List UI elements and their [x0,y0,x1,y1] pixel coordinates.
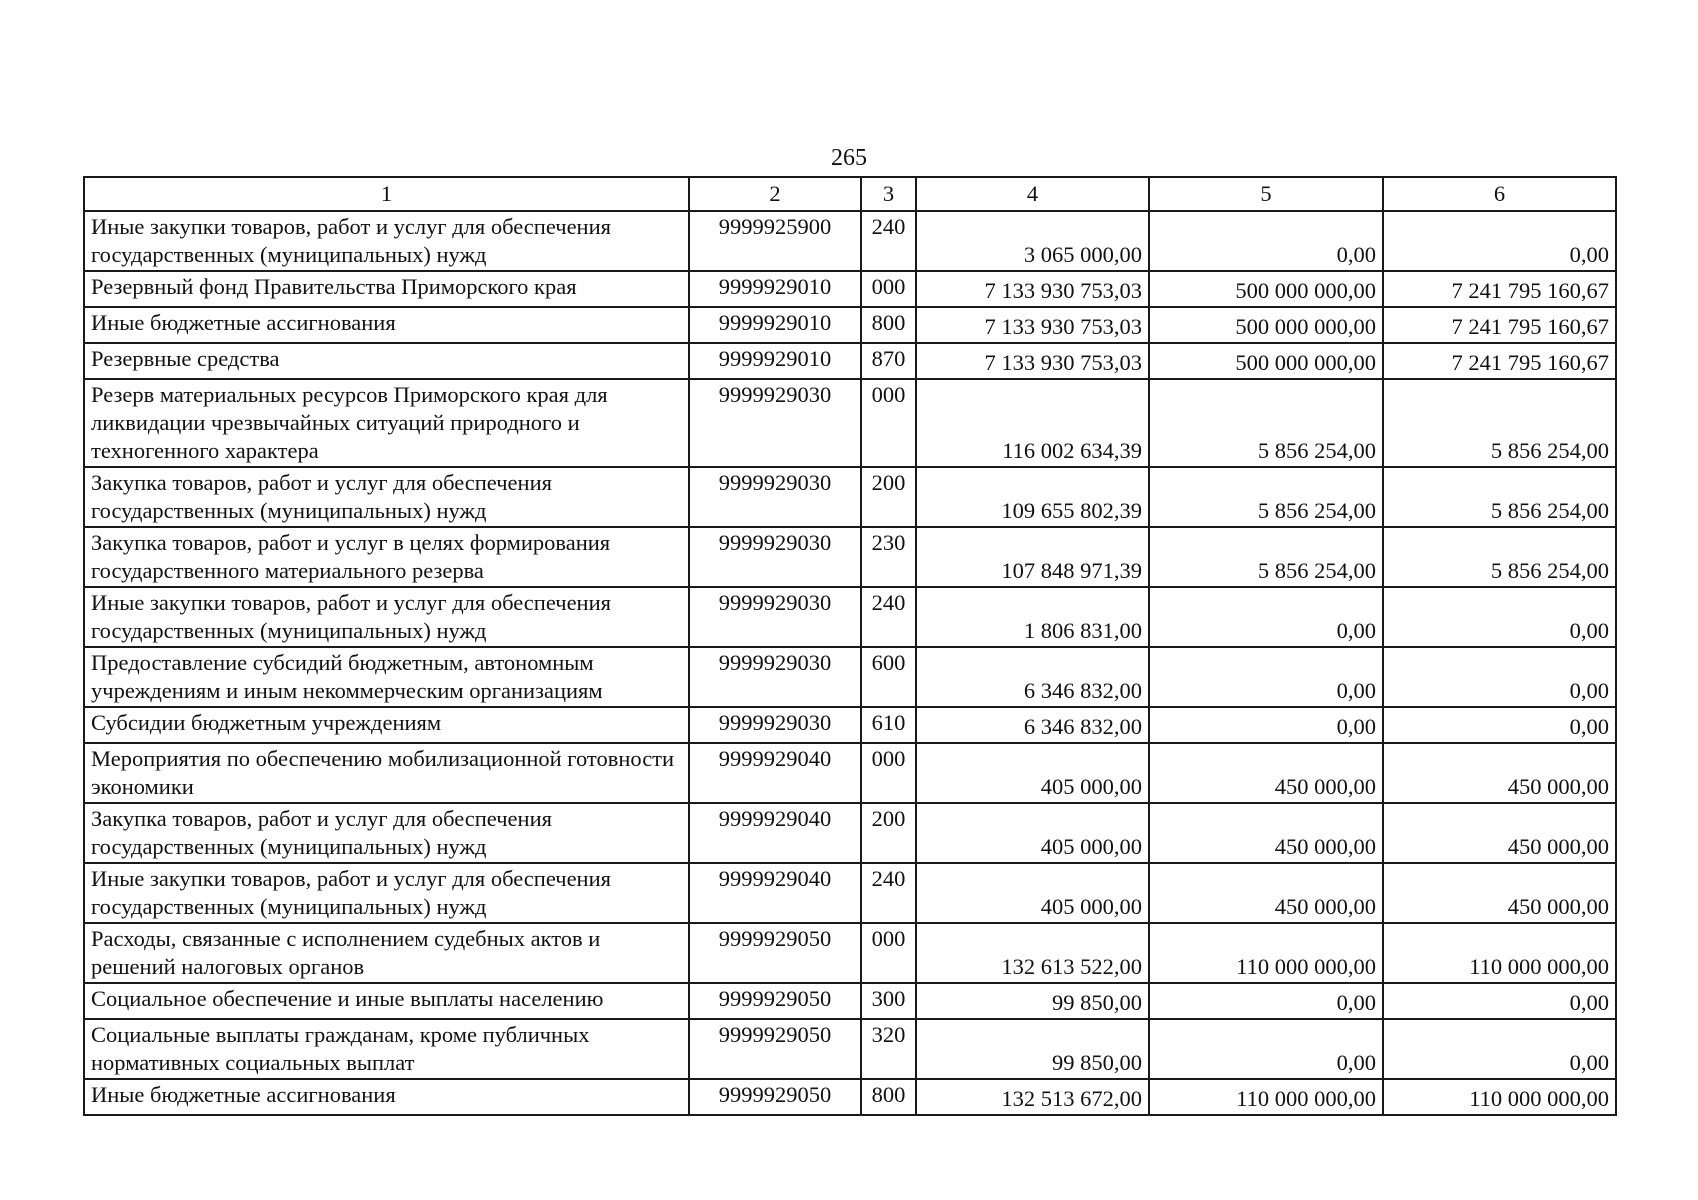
row-value-6: 0,00 [1383,211,1616,271]
table-row [84,379,1616,467]
row-value-5: 500 000 000,00 [1149,343,1383,379]
row-value-5: 110 000 000,00 [1149,1079,1383,1115]
row-name: Мероприятия по обеспечению мобилизационной готовности экономики [84,743,689,803]
row-code: 9999929050 [689,1019,861,1079]
table-row [84,1019,1616,1079]
row-value-4: 116 002 634,39 [916,379,1149,467]
row-value-5: 5 856 254,00 [1149,527,1383,587]
row-type: 240 [861,211,916,271]
row-value-5: 0,00 [1149,707,1383,743]
row-value-5: 5 856 254,00 [1149,379,1383,467]
row-value-4: 99 850,00 [916,1019,1149,1079]
row-code: 9999929050 [689,1079,861,1115]
table-row [84,211,1616,271]
page-number: 265 [831,145,867,171]
row-value-5: 0,00 [1149,1019,1383,1079]
row-code: 9999929050 [689,923,861,983]
row-value-4: 109 655 802,39 [916,467,1149,527]
table-row [84,271,1616,307]
header-col-6: 6 [1383,177,1616,211]
row-name: Закупка товаров, работ и услуг для обеспечения государственных (муниципальных) нужд [84,467,689,527]
row-value-6: 110 000 000,00 [1383,923,1616,983]
row-value-4: 6 346 832,00 [916,707,1149,743]
row-value-5: 450 000,00 [1149,803,1383,863]
row-value-4: 3 065 000,00 [916,211,1149,271]
row-type: 000 [861,271,916,307]
header-col-1: 1 [84,177,689,211]
row-value-5: 450 000,00 [1149,863,1383,923]
row-type: 000 [861,379,916,467]
row-code: 9999925900 [689,211,861,271]
row-name: Резервный фонд Правительства Приморского края [84,271,689,307]
table-row [84,803,1616,863]
row-name: Иные закупки товаров, работ и услуг для обеспечения государственных (муниципальных) нужд [84,863,689,923]
row-type: 240 [861,587,916,647]
row-value-6: 5 856 254,00 [1383,467,1616,527]
row-value-6: 110 000 000,00 [1383,1079,1616,1115]
row-name: Социальные выплаты гражданам, кроме публичных нормативных социальных выплат [84,1019,689,1079]
row-name: Закупка товаров, работ и услуг в целях формирования государственного материального резерва [84,527,689,587]
row-value-6: 7 241 795 160,67 [1383,343,1616,379]
row-value-4: 7 133 930 753,03 [916,343,1149,379]
row-type: 200 [861,803,916,863]
table-row [84,863,1616,923]
row-value-6: 7 241 795 160,67 [1383,307,1616,343]
row-value-4: 7 133 930 753,03 [916,271,1149,307]
row-value-5: 0,00 [1149,211,1383,271]
row-type: 870 [861,343,916,379]
row-value-6: 0,00 [1383,707,1616,743]
header-col-4: 4 [916,177,1149,211]
row-value-6: 5 856 254,00 [1383,527,1616,587]
row-name: Расходы, связанные с исполнением судебных актов и решений налоговых органов [84,923,689,983]
row-value-4: 405 000,00 [916,863,1149,923]
row-type: 600 [861,647,916,707]
header-col-3: 3 [861,177,916,211]
row-value-5: 110 000 000,00 [1149,923,1383,983]
row-type: 300 [861,983,916,1019]
row-code: 9999929040 [689,803,861,863]
row-code: 9999929030 [689,379,861,467]
table-body [84,211,1616,1115]
row-value-6: 0,00 [1383,1019,1616,1079]
row-name: Социальное обеспечение и иные выплаты населению [84,983,689,1019]
budget-table [83,176,1617,1116]
row-value-4: 99 850,00 [916,983,1149,1019]
row-value-4: 7 133 930 753,03 [916,307,1149,343]
row-value-6: 0,00 [1383,647,1616,707]
row-code: 9999929010 [689,271,861,307]
table-row [84,707,1616,743]
row-value-4: 6 346 832,00 [916,647,1149,707]
row-type: 320 [861,1019,916,1079]
row-code: 9999929030 [689,467,861,527]
row-value-6: 0,00 [1383,587,1616,647]
row-type: 800 [861,1079,916,1115]
row-name: Резервные средства [84,343,689,379]
row-value-6: 7 241 795 160,67 [1383,271,1616,307]
row-value-6: 450 000,00 [1383,743,1616,803]
row-name: Иные закупки товаров, работ и услуг для обеспечения государственных (муниципальных) нужд [84,587,689,647]
row-value-6: 450 000,00 [1383,863,1616,923]
row-value-5: 0,00 [1149,587,1383,647]
row-value-4: 132 513 672,00 [916,1079,1149,1115]
table-row [84,527,1616,587]
row-type: 200 [861,467,916,527]
row-name: Иные бюджетные ассигнования [84,307,689,343]
row-value-5: 500 000 000,00 [1149,271,1383,307]
row-code: 9999929030 [689,527,861,587]
row-name: Закупка товаров, работ и услуг для обеспечения государственных (муниципальных) нужд [84,803,689,863]
row-code: 9999929010 [689,307,861,343]
row-name: Резерв материальных ресурсов Приморского края для ликвидации чрезвычайных ситуаций природного и техногенного характера [84,379,689,467]
row-type: 000 [861,923,916,983]
row-name: Субсидии бюджетным учреждениям [84,707,689,743]
header-col-2: 2 [689,177,861,211]
row-value-4: 107 848 971,39 [916,527,1149,587]
row-value-4: 405 000,00 [916,803,1149,863]
row-name: Предоставление субсидий бюджетным, автономным учреждениям и иным некоммерческим организациям [84,647,689,707]
row-code: 9999929030 [689,647,861,707]
row-name: Иные бюджетные ассигнования [84,1079,689,1115]
row-type: 240 [861,863,916,923]
row-value-5: 0,00 [1149,647,1383,707]
row-type: 230 [861,527,916,587]
table-row [84,307,1616,343]
table-row [84,467,1616,527]
row-value-5: 450 000,00 [1149,743,1383,803]
table-row [84,343,1616,379]
row-type: 000 [861,743,916,803]
table-row [84,743,1616,803]
row-name: Иные закупки товаров, работ и услуг для обеспечения государственных (муниципальных) нужд [84,211,689,271]
row-value-6: 450 000,00 [1383,803,1616,863]
row-code: 9999929030 [689,707,861,743]
row-code: 9999929040 [689,743,861,803]
row-value-5: 500 000 000,00 [1149,307,1383,343]
table-row [84,647,1616,707]
table-row [84,983,1616,1019]
row-code: 9999929040 [689,863,861,923]
row-value-4: 405 000,00 [916,743,1149,803]
row-code: 9999929010 [689,343,861,379]
row-code: 9999929030 [689,587,861,647]
table-row [84,587,1616,647]
table-row [84,923,1616,983]
row-value-6: 5 856 254,00 [1383,379,1616,467]
row-code: 9999929050 [689,983,861,1019]
row-value-5: 5 856 254,00 [1149,467,1383,527]
row-type: 610 [861,707,916,743]
header-col-5: 5 [1149,177,1383,211]
row-value-4: 132 613 522,00 [916,923,1149,983]
row-value-6: 0,00 [1383,983,1616,1019]
row-type: 800 [861,307,916,343]
table-header [84,177,1616,211]
row-value-4: 1 806 831,00 [916,587,1149,647]
row-value-5: 0,00 [1149,983,1383,1019]
table-row [84,1079,1616,1115]
header-row [84,177,1616,211]
